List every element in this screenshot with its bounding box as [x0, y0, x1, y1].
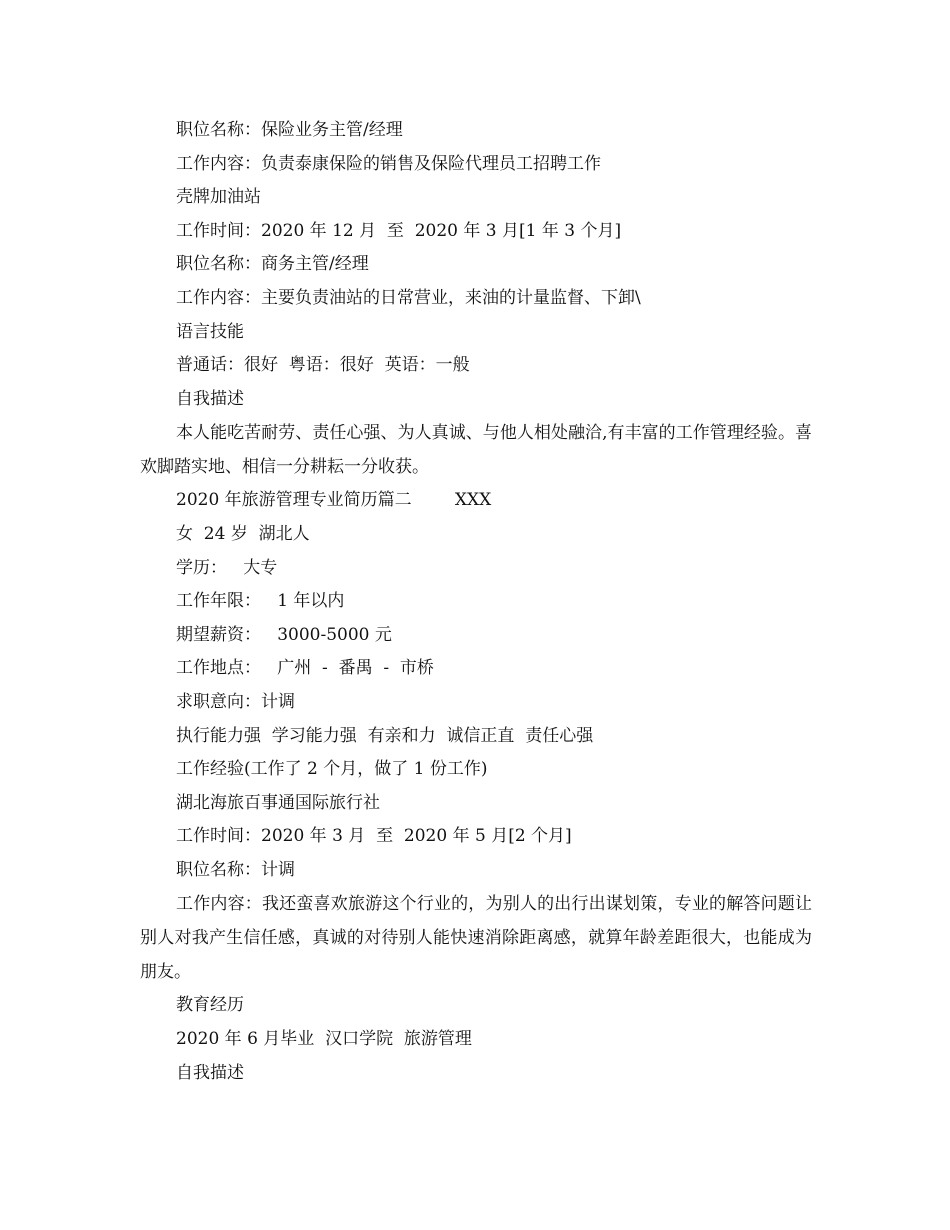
document-body — [140, 114, 812, 1090]
expected-salary-line: 期望薪资： 3000-5000 元 — [176, 624, 392, 645]
company-name-line: 壳牌加油站 — [176, 187, 261, 208]
job-content-line: 工作内容：负责泰康保险的销售及保险代理员工招聘工作 — [176, 153, 601, 174]
work-period-line: 工作时间：2020 年 3 月 至 2020 年 5 月[2 个月] — [176, 826, 572, 847]
position-title-line: 职位名称：保险业务主管/经理 — [176, 120, 403, 140]
job-content-paragraph: 工作内容：我还蛮喜欢旅游这个行业的，为别人的出行出谋划策，专业的解答问题让别人对我产生信任感，真诚的对待别人能快速消除距离感，就算年龄差距很大，也能成为朋友。 — [140, 894, 812, 983]
education-entry-line: 2020 年 6 月毕业 汉口学院 旅游管理 — [176, 1029, 472, 1050]
job-intention-line: 求职意向：计调 — [176, 691, 295, 712]
position-title-line: 职位名称：商务主管/经理 — [176, 254, 369, 275]
section-heading-self-description: 自我描述 — [176, 388, 244, 409]
strengths-line: 执行能力强 学习能力强 有亲和力 诚信正直 责任心强 — [176, 725, 594, 746]
language-skills-line: 普通话：很好 粤语：很好 英语：一般 — [176, 355, 470, 376]
section-heading-self-description: 自我描述 — [176, 1062, 244, 1083]
work-years-line: 工作年限： 1 年以内 — [176, 591, 345, 612]
work-location-line: 工作地点： 广州 - 番禺 - 市桥 — [176, 658, 434, 679]
job-content-line: 工作内容：主要负责油站的日常营业，来油的计量监督、下卸\ — [176, 287, 641, 308]
self-description-paragraph: 本人能吃苦耐劳、责任心强、为人真诚、与他人相处融洽,有丰富的工作管理经验。喜欢脚踏实地、相信一分耕耘一分收获。 — [140, 423, 812, 478]
resume-title-line: 2020 年旅游管理专业简历篇二 XXX — [176, 490, 492, 511]
personal-info-line: 女 24 岁 湖北人 — [176, 523, 310, 544]
position-title-line: 职位名称：计调 — [176, 859, 295, 880]
section-heading-education: 教育经历 — [176, 995, 244, 1016]
company-name-line: 湖北海旅百事通国际旅行社 — [176, 792, 380, 813]
section-heading-language: 语言技能 — [176, 321, 244, 342]
work-period-line: 工作时间：2020 年 12 月 至 2020 年 3 月[1 年 3 个月] — [176, 220, 622, 241]
section-heading-work-experience: 工作经验(工作了 2 个月，做了 1 份工作) — [176, 759, 488, 780]
education-level-line: 学历： 大专 — [176, 557, 278, 578]
